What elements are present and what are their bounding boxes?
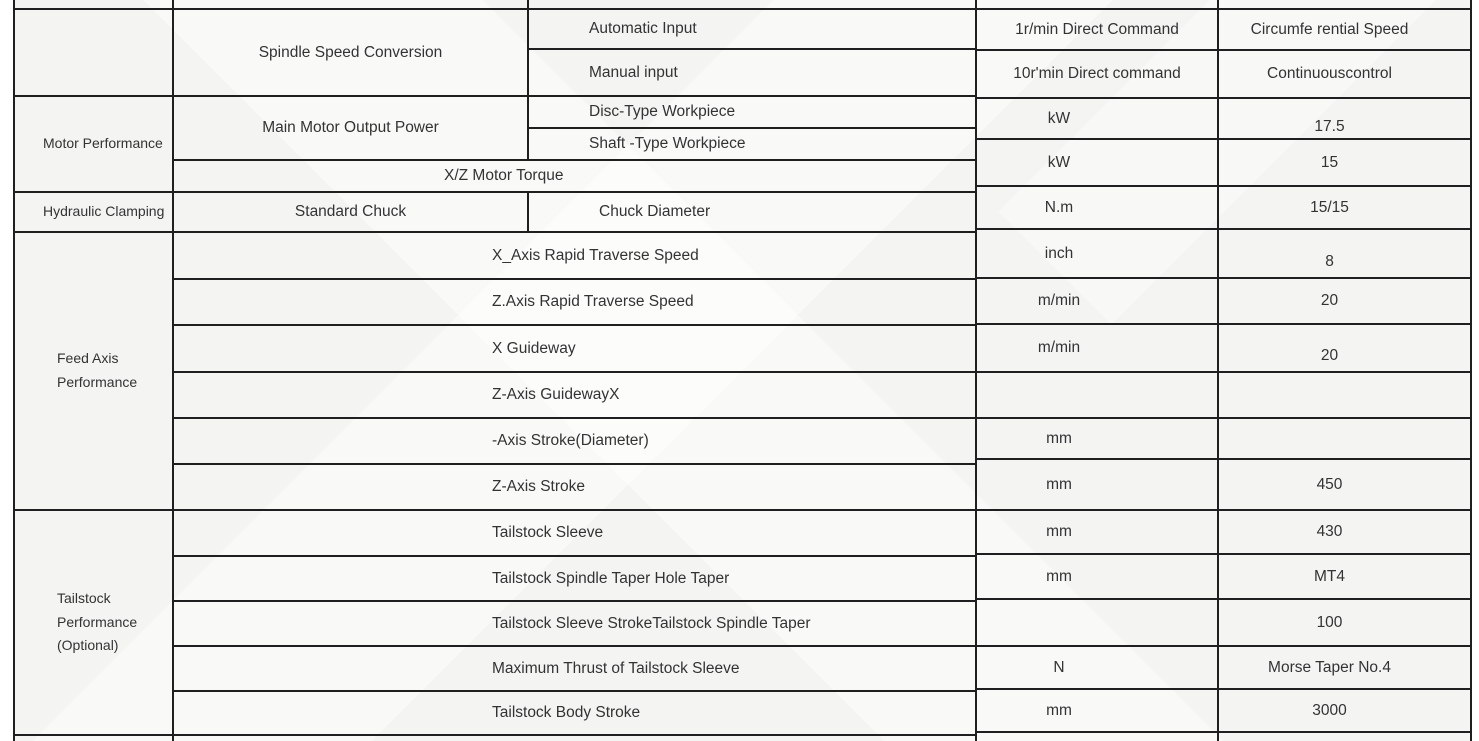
unit-cell <box>975 323 1219 373</box>
value-cell <box>1217 417 1472 460</box>
parameter-label: Tailstock Sleeve <box>492 524 604 542</box>
parameter-cell-tailstock-spindle-taper-hole-taper <box>172 555 977 602</box>
value-cell <box>1217 509 1472 555</box>
value-label: MT4 <box>1314 567 1345 585</box>
unit-cell <box>975 277 1219 325</box>
unit-cell <box>975 598 1219 647</box>
parameter-label: Z.Axis Rapid Traverse Speed <box>492 293 694 311</box>
parameter-label: Manual input <box>589 63 678 81</box>
parameter-label: Chuck Diameter <box>599 203 711 221</box>
unit-label: mm <box>1046 523 1072 541</box>
parameter-label: Z-Axis Stroke <box>492 478 586 496</box>
parameter-cell-axis-stroke-diameter <box>172 417 977 465</box>
value-label: Continuouscontrol <box>1267 65 1392 83</box>
parameter-cell-tailstock-sleeve <box>172 509 977 557</box>
value-cell <box>1217 323 1472 373</box>
unit-label: m/min <box>1037 339 1081 357</box>
value-cell <box>1217 277 1472 325</box>
parameter-cell-tailstock-sleeve-stroke <box>172 600 977 647</box>
parameter-cell-x-axis-rapid-traverse-speed <box>172 231 977 280</box>
subcategory-cell-standard-chuck <box>172 191 529 233</box>
parameter-cell-tailstock-body-stroke <box>172 690 977 736</box>
unit-cell <box>975 138 1219 187</box>
unit-label: N.m <box>1044 198 1074 216</box>
parameter-label: Z-Axis GuidewayX <box>492 386 620 404</box>
unit-label: 1r/min Direct Command <box>1015 20 1179 38</box>
value-cell <box>1217 458 1472 511</box>
category-label: Performance <box>57 613 138 630</box>
parameter-label: Shaft -Type Workpiece <box>589 135 746 153</box>
value-cell <box>1217 49 1472 99</box>
table-cell-clipped <box>13 734 174 741</box>
unit-label: 10r'min Direct command <box>1013 65 1181 83</box>
unit-cell <box>975 8 1219 51</box>
value-label: 20 <box>1320 347 1339 365</box>
value-cell <box>1217 645 1472 690</box>
value-label: Circumfe rential Speed <box>1250 20 1409 38</box>
value-label: 17.5 <box>1314 117 1345 135</box>
unit-label: kW <box>1047 109 1071 127</box>
unit-cell <box>975 688 1219 733</box>
value-cell <box>1217 8 1472 51</box>
value-label: 15/15 <box>1310 198 1349 216</box>
parameter-cell-maximum-thrust <box>172 645 977 692</box>
value-label: 3000 <box>1312 701 1347 719</box>
table-cell-clipped <box>1217 731 1472 741</box>
unit-label: kW <box>1047 153 1071 171</box>
unit-cell <box>975 97 1219 140</box>
parameter-cell-chuck-diameter <box>527 191 977 233</box>
category-label: (Optional) <box>57 637 119 654</box>
parameter-cell-xz-motor-torque <box>172 159 977 193</box>
parameter-cell-shaft-type-workpiece <box>527 127 977 161</box>
unit-label: m/min <box>1037 292 1081 310</box>
value-cell <box>1217 97 1472 140</box>
parameter-cell-manual-input <box>527 48 977 97</box>
parameter-cell-z-axis-rapid-traverse-speed <box>172 278 977 326</box>
value-cell <box>1217 228 1472 279</box>
unit-cell <box>975 645 1219 690</box>
category-cell-feed-axis-performance <box>13 231 174 511</box>
subcategory-label: Standard Chuck <box>294 203 407 221</box>
value-cell <box>1217 185 1472 230</box>
unit-label: mm <box>1046 701 1072 719</box>
unit-cell <box>975 49 1219 99</box>
parameter-label: Disc-Type Workpiece <box>589 103 736 121</box>
value-label: 450 <box>1316 475 1343 493</box>
subcategory-cell-spindle-speed-conversion <box>172 8 529 97</box>
table-cell-clipped <box>172 734 977 741</box>
unit-label: N <box>1053 658 1065 676</box>
value-cell <box>1217 138 1472 187</box>
unit-cell <box>975 185 1219 230</box>
unit-cell <box>975 458 1219 511</box>
unit-label: mm <box>1046 429 1072 447</box>
parameter-label: Tailstock Sleeve StrokeTailstock Spindle Taper <box>492 614 811 632</box>
value-label: 20 <box>1320 292 1339 310</box>
value-label: 100 <box>1316 613 1343 631</box>
parameter-label: Tailstock Spindle Taper Hole Taper <box>492 569 730 587</box>
unit-label: mm <box>1046 475 1072 493</box>
parameter-label: -Axis Stroke(Diameter) <box>492 432 649 450</box>
parameter-cell-z-axis-guideway <box>172 371 977 419</box>
table-cell-clipped <box>975 731 1219 741</box>
unit-cell <box>975 509 1219 555</box>
unit-cell <box>975 228 1219 279</box>
parameter-cell-automatic-input <box>527 8 977 50</box>
subcategory-label: Spindle Speed Conversion <box>258 43 443 61</box>
parameter-label: Automatic Input <box>589 20 697 38</box>
category-cell-tailstock-performance <box>13 509 174 736</box>
value-label: 15 <box>1320 153 1339 171</box>
parameter-cell-disc-type-workpiece <box>527 95 977 129</box>
value-cell <box>1217 688 1472 733</box>
value-label: 8 <box>1325 252 1334 270</box>
unit-cell <box>975 553 1219 600</box>
subcategory-cell-main-motor-output-power <box>172 95 529 161</box>
parameter-cell-x-guideway <box>172 324 977 373</box>
category-label: Hydraulic Clamping <box>43 203 165 220</box>
value-label: 430 <box>1316 523 1343 541</box>
category-label: Performance <box>57 374 138 390</box>
category-label: Feed Axis <box>57 350 119 367</box>
unit-cell <box>975 417 1219 460</box>
unit-cell <box>975 371 1219 419</box>
parameter-label: X Guideway <box>492 339 576 357</box>
subcategory-label: Main Motor Output Power <box>262 119 439 137</box>
category-cell-hydraulic-clamping <box>13 191 174 233</box>
parameter-cell-z-axis-stroke <box>172 463 977 511</box>
parameter-label: X/Z Motor Torque <box>444 167 564 185</box>
unit-label: inch <box>1044 244 1074 262</box>
value-cell <box>1217 371 1472 419</box>
value-label: Morse Taper No.4 <box>1268 658 1391 676</box>
value-cell <box>1217 598 1472 647</box>
category-label: Tailstock <box>57 589 111 606</box>
category-cell-empty <box>13 8 174 97</box>
parameter-label: Tailstock Body Stroke <box>492 704 641 722</box>
unit-label: mm <box>1046 567 1072 585</box>
category-cell-motor-performance <box>13 95 174 193</box>
parameter-label: X_Axis Rapid Traverse Speed <box>492 246 699 264</box>
value-cell <box>1217 553 1472 600</box>
category-label: Motor Performance <box>43 135 163 152</box>
parameter-label: Maximum Thrust of Tailstock Sleeve <box>492 659 740 677</box>
